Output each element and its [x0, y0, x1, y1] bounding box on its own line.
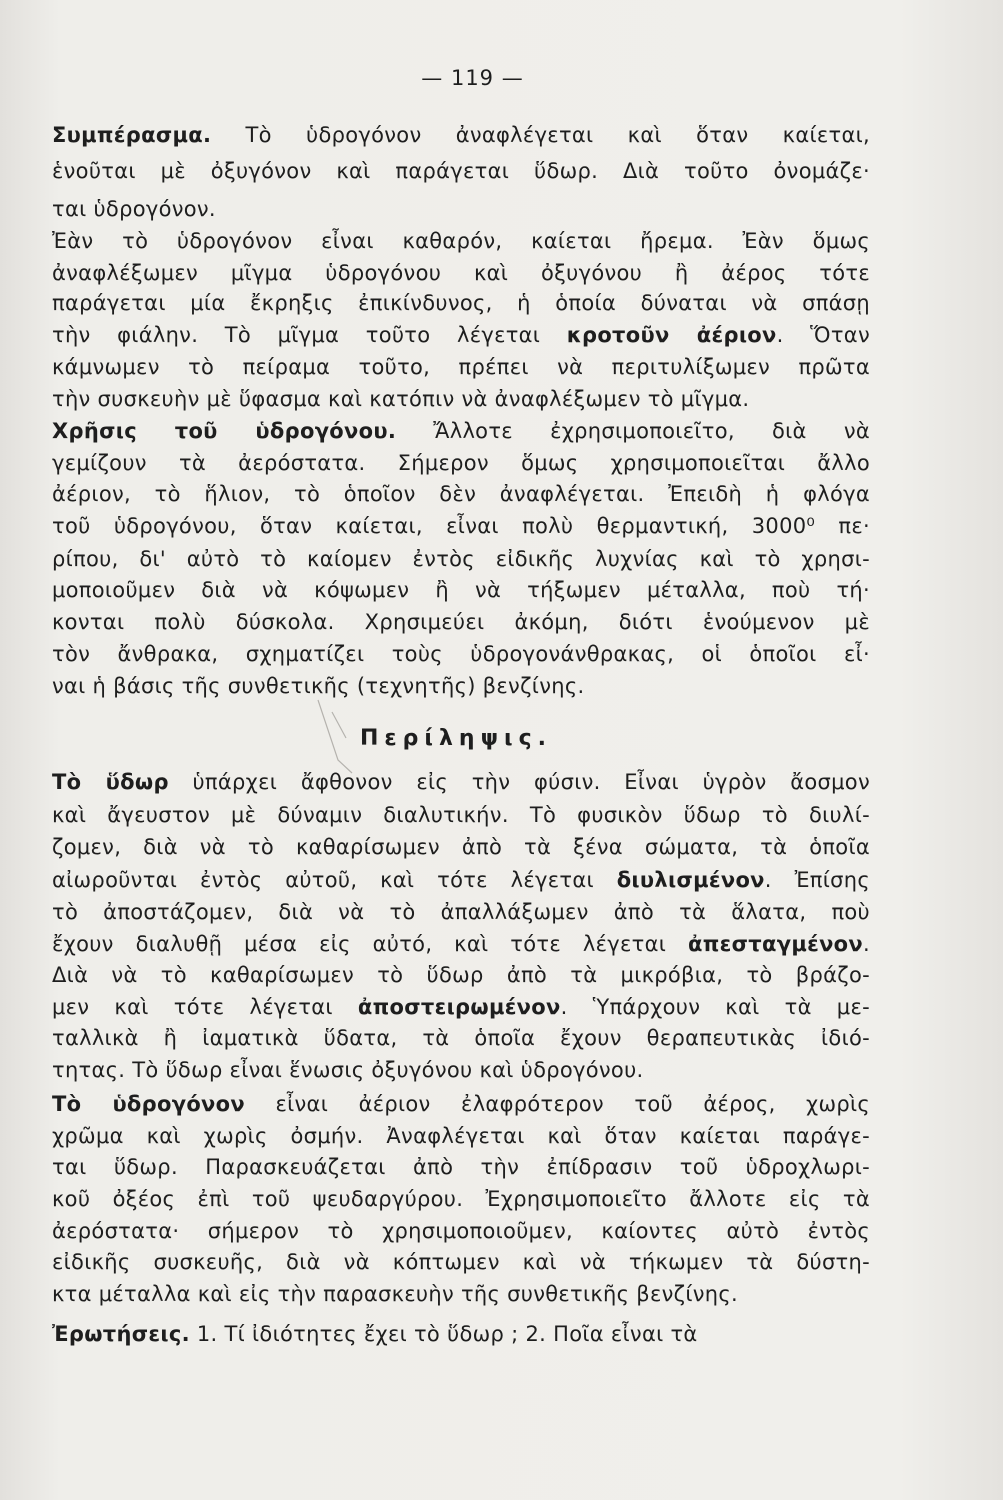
text-run: μοποιοῦμεν διὰ νὰ κόψωμεν ἢ νὰ τήξωμεν μέταλλα, ποὺ τή·	[52, 578, 870, 602]
text-run: μεν καὶ τότε λέγεται	[52, 995, 358, 1019]
text-run: .	[863, 932, 870, 956]
text-run: . Ὑπάρχουν καὶ τὰ με-	[560, 995, 870, 1019]
text-line	[52, 1183, 870, 1215]
text-run: Ἐὰν τὸ ὑδρογόνον εἶναι καθαρόν, καίεται ἤρεμα. Ἐὰν ὅμως	[52, 229, 870, 253]
text-run: ἀέριον, τὸ ἥλιον, τὸ ὁποῖον δὲν ἀναφλέγεται. Ἐπειδὴ ἡ φλόγα	[52, 482, 870, 506]
text-line	[52, 799, 870, 831]
text-run: Διὰ νὰ τὸ καθαρίσωμεν τὸ ὕδωρ ἀπὸ τὰ μικρόβια, τὸ βράζο-	[52, 963, 870, 987]
text-run: εἶναι ἀέριον ἐλαφρότερον τοῦ ἀέρος, χωρὶς	[245, 1092, 871, 1116]
section-heading: Περίληψις.	[360, 726, 552, 751]
text-run: ναι ἡ βάσις τῆς συνθετικῆς (τεχνητῆς) βενζίνης.	[52, 674, 585, 698]
bold-term: ἀπεσταγμένον	[688, 932, 864, 956]
text-run: αἰωροῦνται ἐντὸς αὐτοῦ, καὶ τότε λέγεται	[52, 868, 617, 892]
text-line	[52, 543, 870, 575]
text-line	[52, 959, 870, 991]
text-run: τὴν συσκευὴν μὲ ὕφασμα καὶ κατόπιν νὰ ἀναφλέξωμεν τὸ μῖγμα.	[52, 387, 750, 411]
text-line	[52, 928, 870, 960]
text-run: . Ἐπίσης	[764, 868, 870, 892]
text-line	[52, 766, 870, 798]
text-line	[52, 415, 870, 447]
text-line	[52, 447, 870, 479]
text-run: . Ὅταν	[776, 323, 870, 347]
text-run: Ἄλλοτε ἐχρησιμοποιεῖτο, διὰ νὰ	[396, 419, 870, 443]
text-line	[52, 225, 870, 257]
text-run: 1. Τί ἰδιότητες ἔχει τὸ ὕδωρ ; 2. Ποῖα εἶναι τὰ	[189, 1322, 698, 1346]
text-line	[52, 1054, 870, 1086]
text-run: τὸ ἀποστάζομεν, διὰ νὰ τὸ ἀπαλλάξωμεν ἀπὸ τὰ ἅλατα, ποὺ	[52, 900, 870, 924]
text-line	[52, 831, 870, 863]
text-line	[52, 1215, 870, 1247]
text-line	[52, 1022, 870, 1054]
bold-term: Χρῆσις τοῦ ὑδρογόνου.	[52, 419, 397, 443]
text-line	[52, 896, 870, 928]
text-line	[52, 351, 870, 383]
text-line	[52, 638, 870, 670]
text-run: κάμνωμεν τὸ πείραμα τοῦτο, πρέπει νὰ περιτυλίξωμεν πρῶτα	[52, 355, 870, 379]
text-run: τὸν ἄνθρακα, σχηματίζει τοὺς ὑδρογονάνθρακας, οἱ ὁποῖοι εἶ·	[52, 642, 870, 666]
bold-term: ἀποστειρωμένον	[357, 995, 561, 1019]
bold-term: κροτοῦν ἀέριον	[566, 323, 777, 347]
text-run: ται ὕδωρ. Παρασκευάζεται ἀπὸ τὴν ἐπίδρασιν τοῦ ὑδροχλωρι-	[52, 1155, 870, 1179]
text-line	[52, 383, 870, 415]
text-line	[52, 478, 870, 510]
text-line	[52, 155, 870, 187]
text-run: ἀερόστατα· σήμερον τὸ χρησιμοποιοῦμεν, καίοντες αὐτὸ ἐντὸς	[52, 1219, 870, 1243]
text-line	[52, 287, 870, 319]
text-line	[52, 510, 870, 542]
bold-term: Ἐρωτήσεις.	[52, 1322, 190, 1346]
text-line	[52, 257, 870, 289]
text-run: ὑπάρχει ἄφθονον εἰς τὴν φύσιν. Εἶναι ὑγρὸν ἄοσμον	[168, 770, 870, 794]
text-run: ἀναφλέξωμεν μῖγμα ὑδρογόνου καὶ ὀξυγόνου ἢ ἀέρος τότε	[52, 261, 870, 285]
text-line	[52, 670, 870, 702]
page-number: — 119 —	[421, 66, 524, 90]
text-line	[52, 193, 870, 225]
text-line	[52, 991, 870, 1023]
text-run: γεμίζουν τὰ ἀερόστατα. Σήμερον ὅμως χρησιμοποιεῖται ἄλλο	[52, 451, 870, 475]
text-line	[52, 119, 870, 151]
bold-term: διυλισμένον	[616, 868, 765, 892]
text-run: κονται πολὺ δύσκολα. Χρησιμεύει ἀκόμη, διότι ἑνούμενον μὲ	[52, 610, 870, 634]
text-run: ρίπου, δι' αὐτὸ τὸ καίομεν ἐντὸς εἰδικῆς λυχνίας καὶ τὸ χρησι-	[52, 547, 870, 571]
text-line	[52, 574, 870, 606]
text-line	[52, 1151, 870, 1183]
text-run: εἰδικῆς συσκευῆς, διὰ νὰ κόπτωμεν καὶ νὰ τήκωμεν τὰ δύστη-	[52, 1250, 870, 1274]
bold-term: Τὸ ὕδωρ	[52, 770, 169, 794]
text-line	[52, 319, 870, 351]
bold-term: Τὸ ὑδρογόνον	[52, 1092, 245, 1116]
text-run: ζομεν, διὰ νὰ τὸ καθαρίσωμεν ἀπὸ τὰ ξένα σώματα, τὰ ὁποῖα	[52, 835, 870, 859]
text-run: παράγεται μία ἔκρηξις ἐπικίνδυνος, ἡ ὁποία δύναται νὰ σπάσῃ	[52, 291, 870, 315]
text-line	[52, 1120, 870, 1152]
text-line	[52, 1246, 870, 1278]
bold-term: Συμπέρασμα.	[52, 123, 212, 147]
text-run: ται ὑδρογόνον.	[52, 197, 216, 221]
text-line	[52, 1318, 870, 1350]
text-run: ταλλικὰ ἢ ἰαματικὰ ὕδατα, τὰ ὁποῖα ἔχουν θεραπευτικὰς ἰδιό-	[52, 1026, 870, 1050]
text-line	[52, 1088, 870, 1120]
text-run: χρῶμα καὶ χωρὶς ὀσμήν. Ἀναφλέγεται καὶ ὅταν καίεται παράγε-	[52, 1124, 870, 1148]
text-run: ἑνοῦται μὲ ὀξυγόνον καὶ παράγεται ὕδωρ. Διὰ τοῦτο ὀνομάζε·	[52, 159, 870, 183]
text-run: κτα μέταλλα καὶ εἰς τὴν παρασκευὴν τῆς συνθετικῆς βενζίνης.	[52, 1282, 739, 1306]
text-run: Τὸ ὑδρογόνον ἀναφλέγεται καὶ ὅταν καίεται,	[211, 123, 870, 147]
text-line	[52, 864, 870, 896]
text-run: τητας. Τὸ ὕδωρ εἶναι ἕνωσις ὀξυγόνου καὶ ὑδρογόνου.	[52, 1058, 644, 1082]
text-run: ἔχουν διαλυθῇ μέσα εἰς αὐτό, καὶ τότε λέγεται	[52, 932, 689, 956]
text-run: τοῦ ὑδρογόνου, ὅταν καίεται, εἶναι πολὺ θερμαντική, 3000⁰ πε·	[52, 514, 870, 538]
text-run: καὶ ἄγευστον μὲ δύναμιν διαλυτικήν. Τὸ φυσικὸν ὕδωρ τὸ διυλί-	[52, 803, 870, 827]
text-run: κοῦ ὀξέος ἐπὶ τοῦ ψευδαργύρου. Ἐχρησιμοποιεῖτο ἄλλοτε εἰς τὰ	[52, 1187, 870, 1211]
text-run: τὴν φιάλην. Τὸ μῖγμα τοῦτο λέγεται	[52, 323, 567, 347]
text-line	[52, 1278, 870, 1310]
text-line	[52, 606, 870, 638]
